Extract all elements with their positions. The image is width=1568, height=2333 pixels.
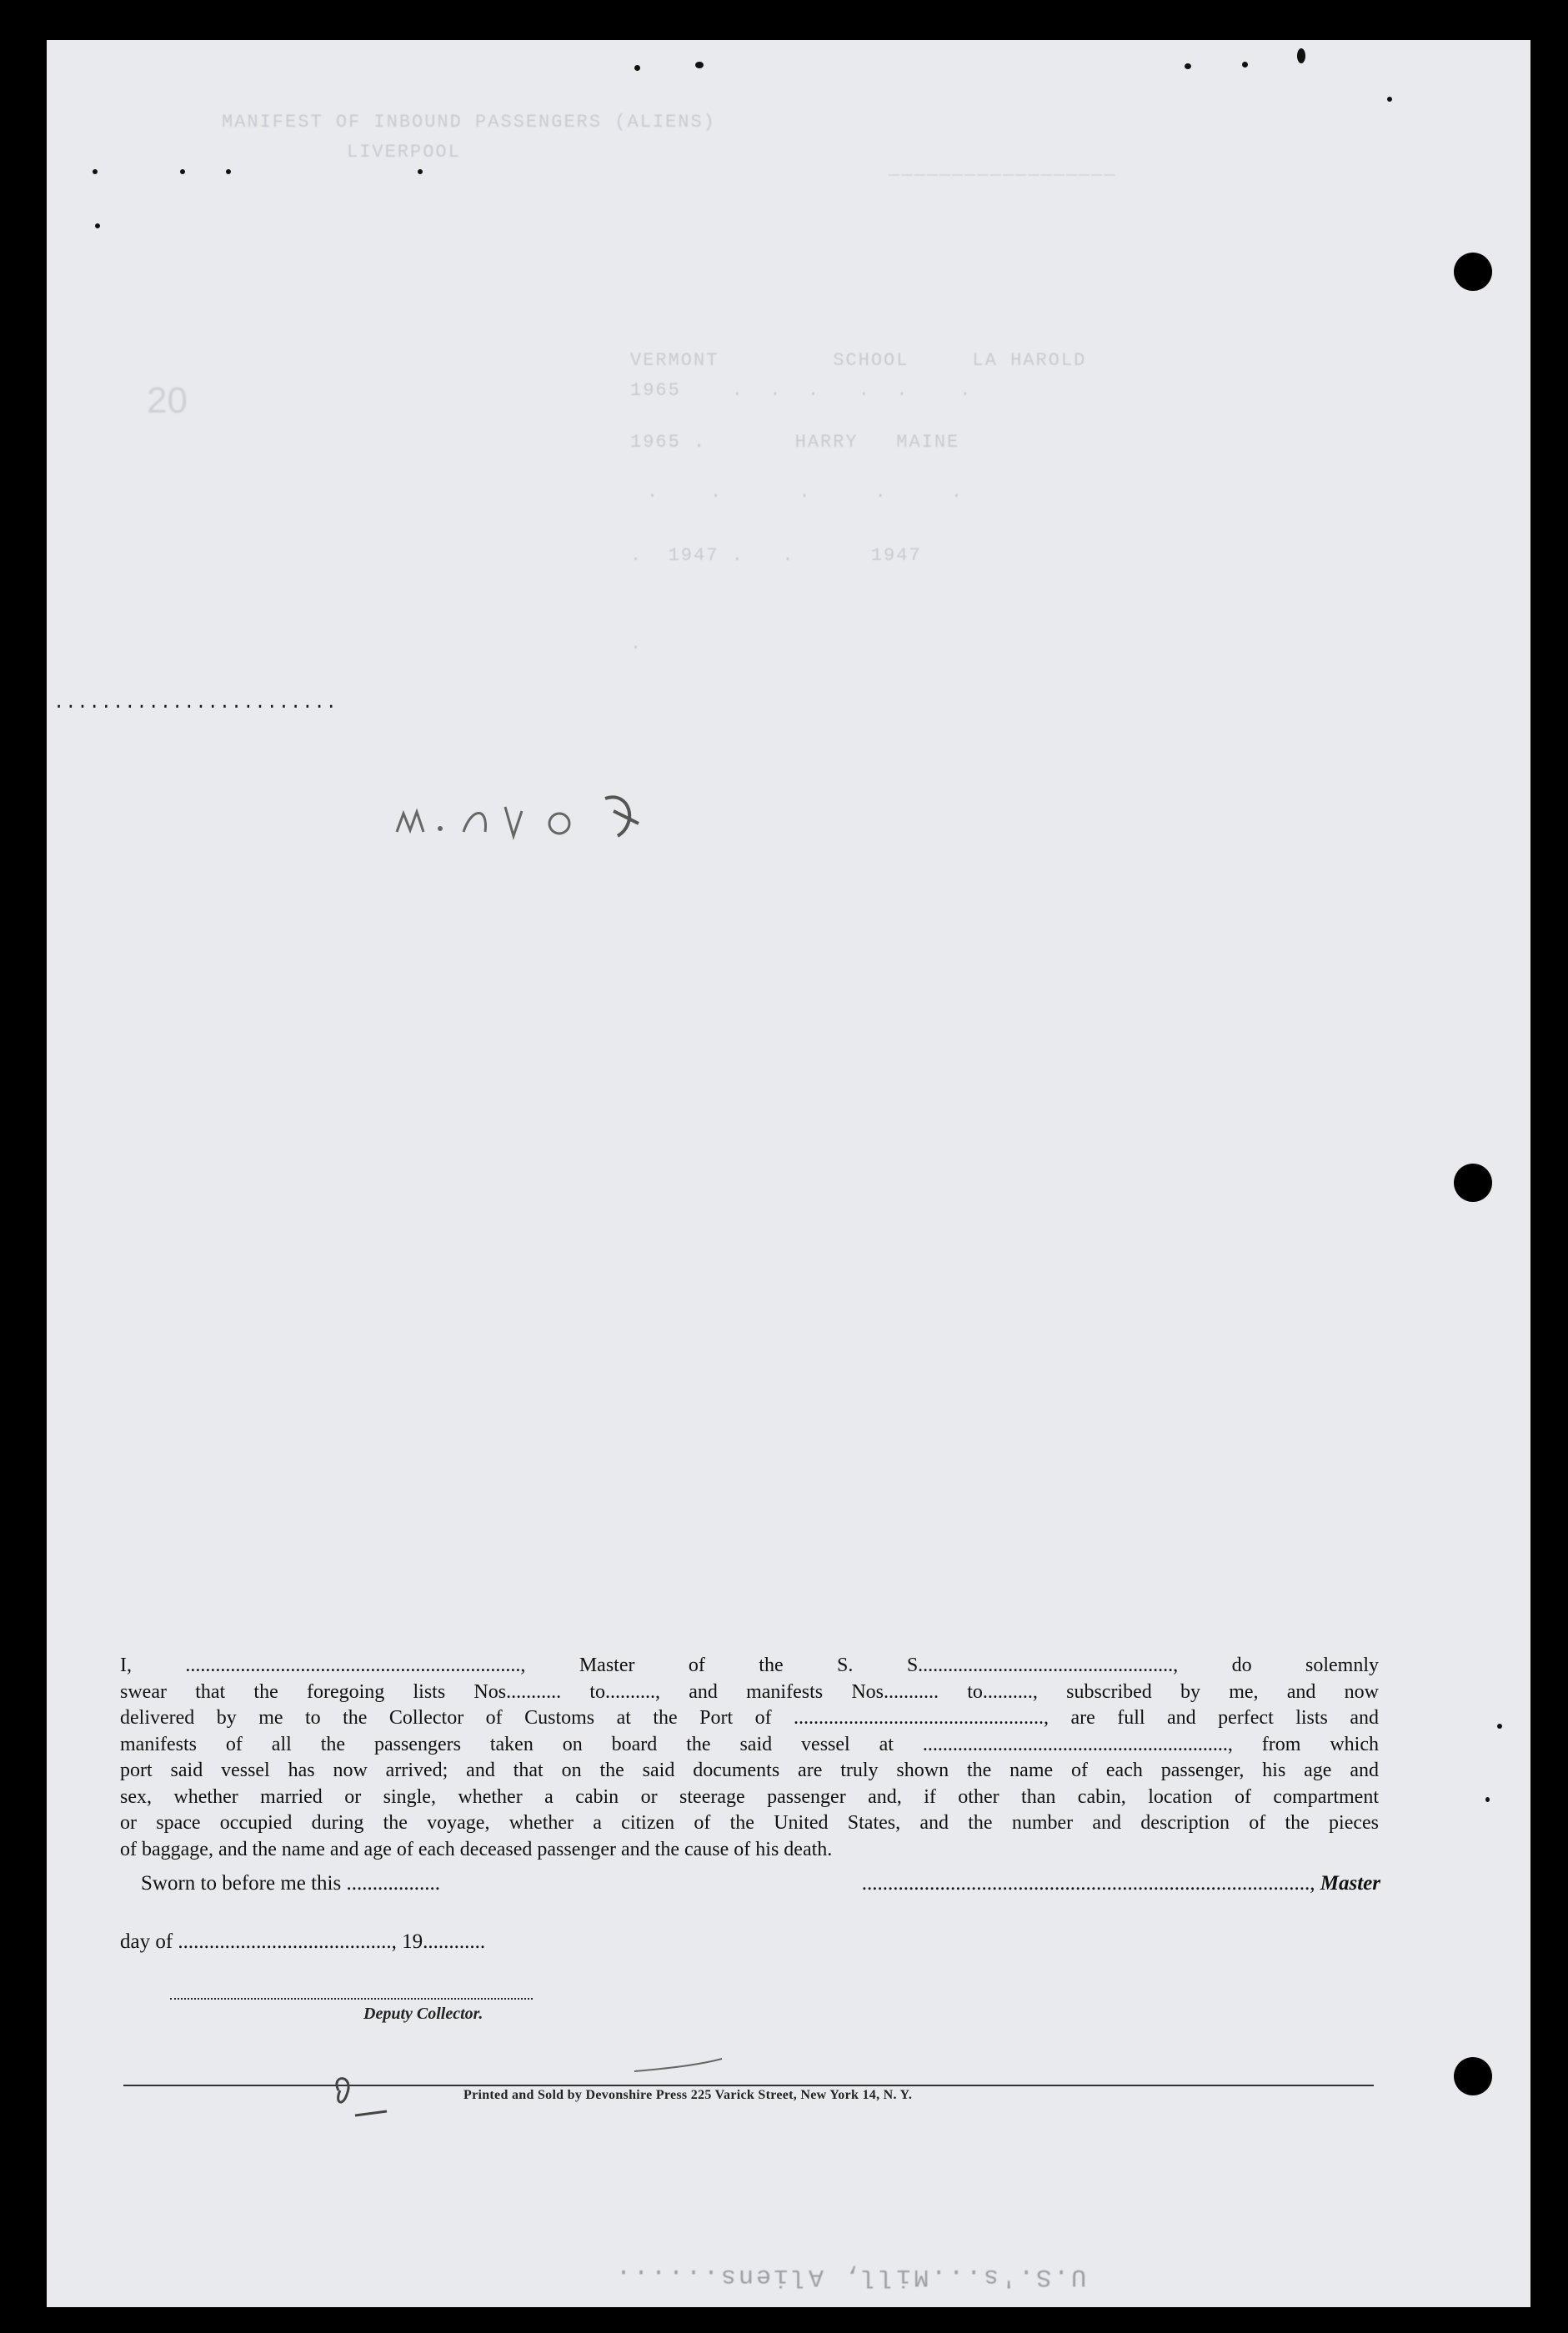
dot-leader-row: ........................	[53, 693, 338, 713]
oath-line: sex, whether married or single, whether a cabin or steerage passenger and, if other than cabin, location of compartment	[120, 1785, 1379, 1808]
speck	[226, 169, 231, 174]
bleed-through-block-1: VERMONT SCHOOL LA HAROLD	[630, 350, 1087, 371]
speck	[1387, 97, 1392, 102]
speck	[1497, 1724, 1502, 1729]
punch-hole-top	[1454, 253, 1492, 291]
speck	[95, 223, 100, 228]
speck	[1297, 48, 1305, 63]
bleed-through-block-4: . . . . .	[647, 482, 964, 503]
deputy-collector-signature-line	[170, 1998, 533, 2000]
footer-rule	[123, 2085, 1374, 2086]
bleed-through-header-2: LIVERPOOL	[347, 142, 461, 163]
speck	[93, 169, 98, 174]
printer-imprint: Printed and Sold by Devonshire Press 225 Varick Street, New York 14, N. Y.	[463, 2088, 913, 2102]
master-signature-line	[862, 1872, 1380, 1895]
bleed-through-number: 20	[147, 380, 188, 421]
bleed-through-header: MANIFEST OF INBOUND PASSENGERS (ALIENS)	[222, 112, 716, 133]
handwritten-mark	[322, 2065, 438, 2132]
oath-line: swear that the foregoing lists Nos........... to.........., and manifests Nos........... to.........., subscribed by me, and now	[120, 1680, 1379, 1703]
sworn-to-before-me: Sworn to before me this ..................	[141, 1872, 440, 1895]
oath-line: manifests of all the passengers taken on board the said vessel at ............................................................., from which	[120, 1733, 1379, 1755]
punch-hole-middle	[1454, 1164, 1492, 1202]
oath-line: delivered by me to the Collector of Customs at the Port of .................................................., are full and perfect lists and	[120, 1707, 1379, 1729]
speck	[180, 169, 185, 174]
oath-line: port said vessel has now arrived; and that on the said documents are truly shown the name of each passenger, his age and	[120, 1760, 1379, 1781]
bleed-through-block-5: . 1947 . . 1947	[630, 545, 922, 566]
master-signature-dots: ......................................................................................,	[861, 1872, 1315, 1895]
speck	[1485, 1797, 1490, 1802]
bleed-through-footer: U.S.'s...Mill, Aliens......	[614, 2262, 1087, 2290]
speck	[1185, 63, 1191, 69]
master-label: Master	[1320, 1872, 1380, 1895]
oath-line: or space occupied during the voyage, whether a citizen of the United States, and the number and description of the pieces	[120, 1812, 1379, 1834]
oath-line: of baggage, and the name and age of each deceased passenger and the cause of his death.	[120, 1838, 833, 1860]
bleed-through-block-2: 1965 . . . . . .	[630, 380, 973, 401]
deputy-collector-label: Deputy Collector.	[363, 2005, 483, 2023]
punch-hole-bottom	[1454, 2057, 1492, 2095]
manifest-page	[47, 40, 1530, 2307]
day-of-line: day of ........................................., 19............	[120, 1930, 486, 1953]
speck	[634, 65, 640, 71]
oath-line: I, ..................................................................., Master of the S. S..................................................., do solemnly	[120, 1655, 1379, 1676]
speck	[1242, 62, 1248, 68]
speck	[695, 62, 704, 68]
bleed-through-header-3: __________________	[889, 158, 1117, 179]
pen-stroke	[630, 2050, 730, 2084]
bleed-through-block-3: 1965 . HARRY MAINE	[630, 432, 960, 453]
bleed-through-block-6: .	[630, 633, 821, 654]
speck	[418, 169, 423, 174]
oath-paragraph	[120, 1653, 1379, 1863]
handwritten-annotation	[380, 773, 730, 849]
